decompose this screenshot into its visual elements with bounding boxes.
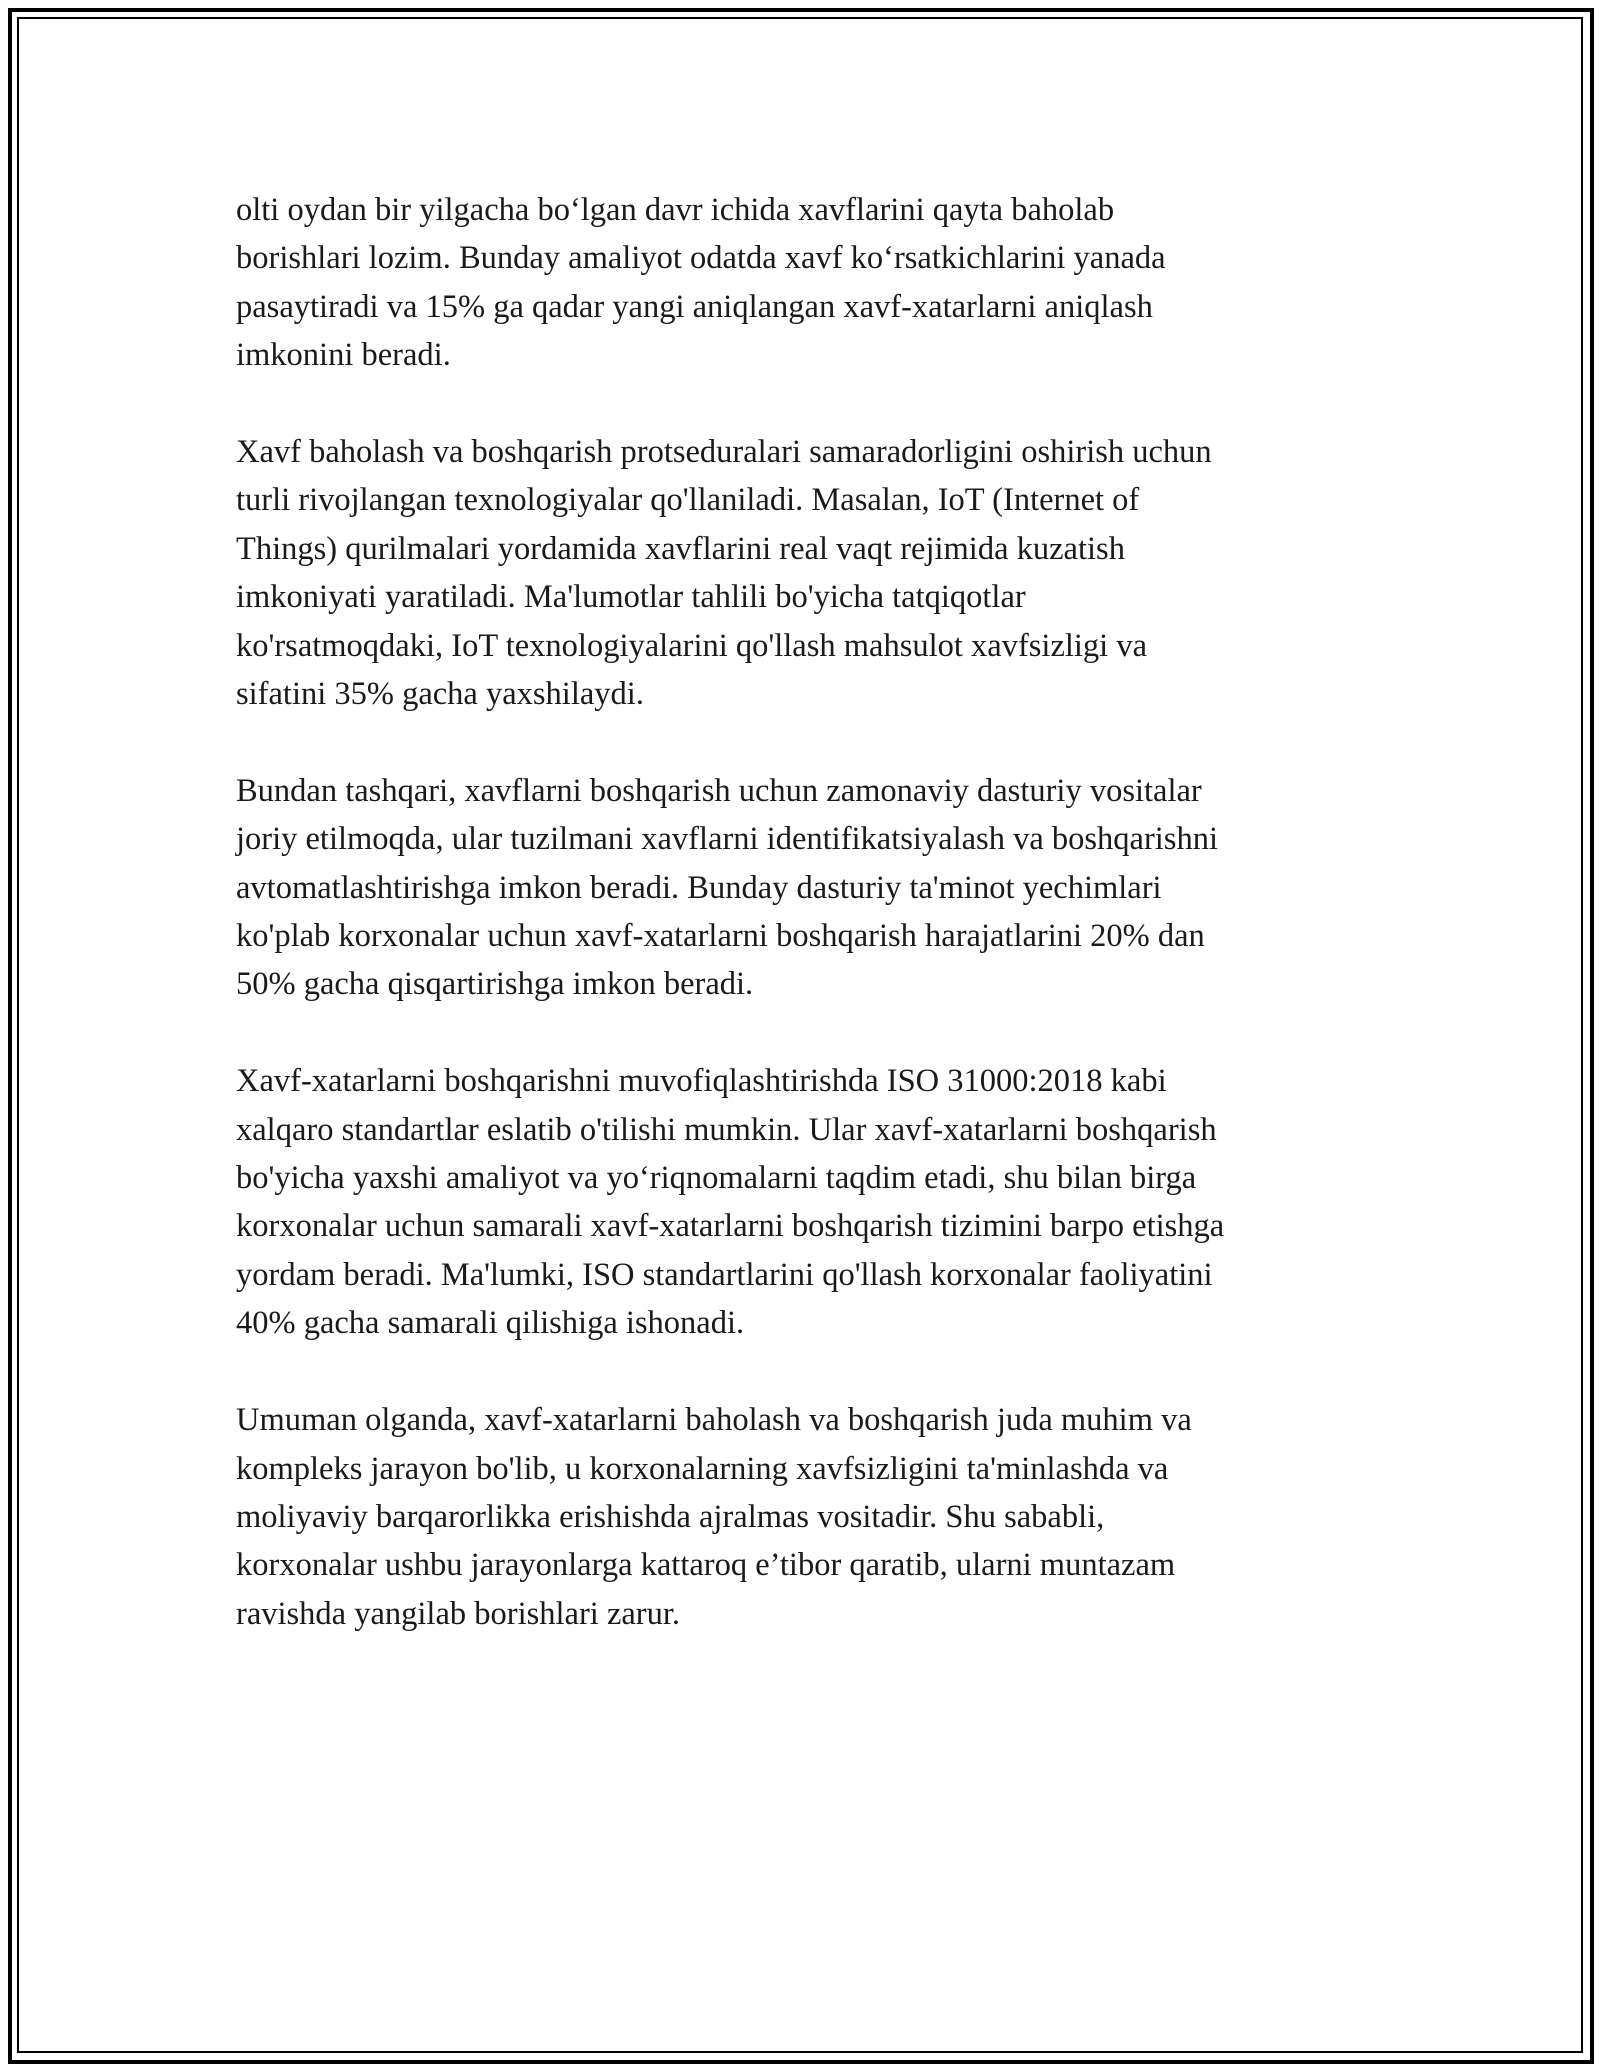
text-line: Umuman olganda, xavf-xatarlarni baholash va boshqarish juda muhim va (236, 1402, 1192, 1439)
text-line: ko'plab korxonalar uchun xavf-xatarlarni boshqarish harajatlarini 20% dan (236, 918, 1205, 955)
text-line: pasaytiradi va 15% ga qadar yangi aniqlangan xavf-xatarlarni aniqlash (236, 288, 1153, 325)
text-line: 50% gacha qisqartirishga imkon beradi. (236, 966, 754, 1003)
paragraph-iot-technologies (236, 428, 1366, 718)
text-line: Xavf-xatarlarni boshqarishni muvofiqlashtirishda ISO 31000:2018 kabi (236, 1063, 1167, 1100)
text-line: yordam beradi. Ma'lumki, ISO standartlarini qo'llash korxonalar faoliyatini (236, 1256, 1213, 1293)
text-line: Bundan tashqari, xavflarni boshqarish uchun zamonaviy dasturiy vositalar (236, 772, 1202, 809)
text-line: imkoniyati yaratiladi. Ma'lumotlar tahlili bo'yicha tatqiqotlar (236, 579, 1026, 616)
text-line: borishlari lozim. Bunday amaliyot odatda xavf ko‘rsatkichlarini yanada (236, 240, 1166, 277)
text-line: Xavf baholash va boshqarish protseduralari samaradorligini oshirish uchun (236, 434, 1212, 471)
text-line: bo'yicha yaxshi amaliyot va yo‘riqnomalarni taqdim etadi, shu bilan birga (236, 1160, 1197, 1197)
paragraph-iso-standards (236, 1057, 1366, 1347)
text-line: imkonini beradi. (236, 337, 451, 374)
text-line: olti oydan bir yilgacha bo‘lgan davr ichida xavflarini qayta baholab (236, 192, 1115, 228)
text-line: moliyaviy barqarorlikka erishishda ajralmas vositadir. Shu sababli, (236, 1498, 1105, 1535)
paragraph-software-tools (236, 767, 1366, 1009)
text-line: 40% gacha samarali qilishiga ishonadi. (236, 1305, 745, 1342)
paragraph-risk-reassessment (236, 186, 1366, 380)
document-body (236, 186, 1366, 1687)
text-line: sifatini 35% gacha yaxshilaydi. (236, 676, 644, 713)
text-line: kompleks jarayon bo'lib, u korxonalarning xavfsizligini ta'minlashda va (236, 1450, 1169, 1487)
text-line: Things) qurilmalari yordamida xavflarini real vaqt rejimida kuzatish (236, 530, 1125, 567)
text-line: joriy etilmoqda, ular tuzilmani xavflarni identifikatsiyalash va boshqarishni (236, 821, 1218, 858)
text-line: xalqaro standartlar eslatib o'tilishi mumkin. Ular xavf-xatarlarni boshqarish (236, 1111, 1217, 1148)
text-line: korxonalar ushbu jarayonlarga kattaroq e’tibor qaratib, ularni muntazam (236, 1547, 1176, 1584)
text-line: ko'rsatmoqdaki, IoT texnologiyalarini qo'llash mahsulot xavfsizligi va (236, 627, 1148, 664)
text-line: turli rivojlangan texnologiyalar qo'llaniladi. Masalan, IoT (Internet of (236, 482, 1140, 519)
paragraph-conclusion (236, 1396, 1366, 1638)
text-line: korxonalar uchun samarali xavf-xatarlarni boshqarish tizimini barpo etishga (236, 1208, 1225, 1245)
text-line: avtomatlashtirishga imkon beradi. Bunday dasturiy ta'minot yechimlari (236, 869, 1162, 906)
text-line: ravishda yangilab borishlari zarur. (236, 1595, 681, 1632)
